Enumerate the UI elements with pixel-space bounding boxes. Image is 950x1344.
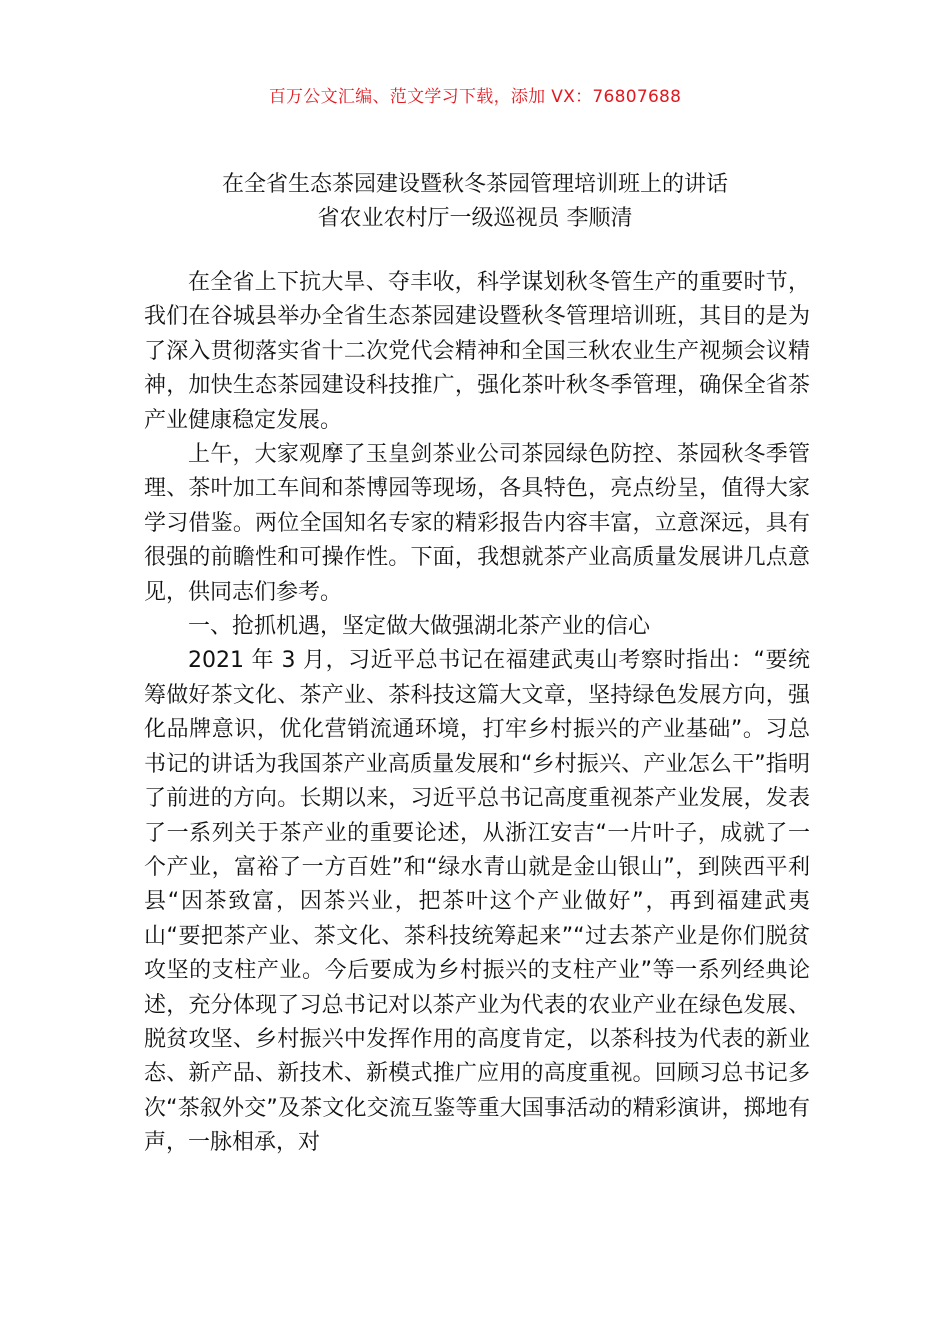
- paragraph-morning: 上午，大家观摩了玉皇剑茶业公司茶园绿色防控、茶园秋冬季管理、茶叶加工车间和茶博园等现场，各具特色，亮点纷呈，值得大家学习借鉴。两位全国知名专家的精彩报告内容丰富，立意深远，具有很强的前瞻性和可操作性。下面，我想就茶产业高质量发展讲几点意见，供同志们参考。: [144, 442, 810, 605]
- body-text: [144, 266, 810, 1161]
- promo-banner: 百万公文汇编、范文学习下载，添加 VX：76807688: [268, 87, 682, 107]
- paragraph-2021: 2021 年 3 月，习近平总书记在福建武夷山考察时指出：“要统筹做好茶文化、茶产业、茶科技这篇大文章，坚持绿色发展方向，强化品牌意识，优化营销流通环境，打牢乡村振兴的产业基础”。习总书记的讲话为我国茶产业高质量发展和“乡村振兴、产业怎么干”指明了前进的方向。长期以来，习近平总书记高度重视茶产业发展，发表了一系列关于茶产业的重要论述，从浙江安吉“一片叶子，成就了一个产业，富裕了一方百姓”和“绿水青山就是金山银山”，到陕西平利县“因茶致富，因茶兴业，把茶叶这个产业做好”，再到福建武夷山“要把茶产业、茶文化、茶科技统筹起来”“过去茶产业是你们脱贫攻坚的支柱产业。今后要成为乡村振兴的支柱产业”等一系列经典论述，充分体现了习总书记对以茶产业为代表的农业产业在绿色发展、脱贫攻坚、乡村振兴中发挥作用的高度肯定，以茶科技为代表的新业态、新产品、新技术、新模式推广应用的高度重视。回顾习总书记多次“茶叙外交”及茶文化交流互鉴等重大国事活动的精彩演讲，掷地有声，一脉相承，对: [144, 648, 810, 1156]
- section-heading-1: 一、抢抓机遇，坚定做大做强湖北茶产业的信心: [188, 614, 651, 640]
- title-block: [0, 168, 950, 236]
- speaker-line: 省农业农村厅一级巡视员 李顺清: [317, 206, 633, 231]
- paragraph-intro: 在全省上下抗大旱、夺丰收，科学谋划秋冬管生产的重要时节，我们在谷城县举办全省生态茶园建设暨秋冬管理培训班，其目的是为了深入贯彻落实省十二次党代会精神和全国三秋农业生产视频会议精神，加快生态茶园建设科技推广，强化茶叶秋冬季管理，确保全省茶产业健康稳定发展。: [144, 270, 810, 433]
- speech-title: 在全省生态茶园建设暨秋冬茶园管理培训班上的讲话: [221, 172, 728, 197]
